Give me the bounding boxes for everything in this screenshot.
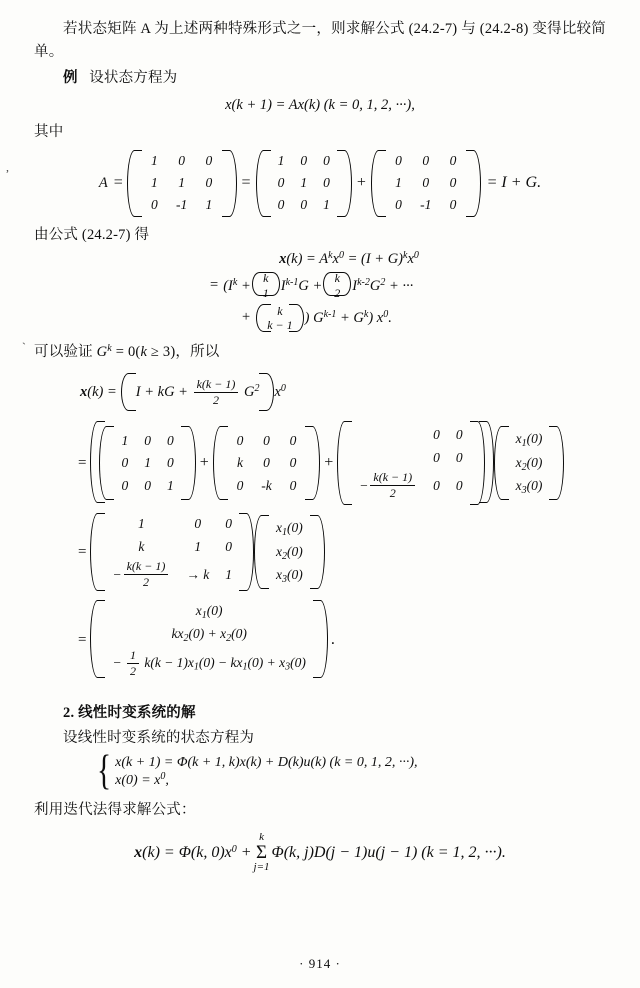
page-number: · 914 · [299,956,341,971]
tv-eq-1: x(k + 1) = Φ(k + 1, k)x(k) + D(k)u(k) (k = 0, 1, 2, ···), [115,754,418,770]
section-2-heading [34,702,606,725]
verify-line: 可以验证 $G^k = 0(k \ge 3)$，所以 [34,342,220,360]
matrix-A-first: 1 0 0 1 1 0 0 -1 1 [127,149,237,218]
example-text: 设状态方程为 [89,69,178,86]
example-label: 例 [63,69,78,86]
matrix-sum-identity: 1 0 0 0 1 0 0 0 1 [99,425,195,501]
section-2-number: 2. [63,704,75,721]
matrix-G: 0 0 0 1 0 0 0 -1 0 [371,149,481,218]
matrix-sum-G2: 0 0 0 0 − $\frac{k(k - 1)}{2}$ 0 0 [337,420,484,506]
equation-state-text: x(k + 1) = Ax(k) (k = 0, 1, 2, ···), [225,97,415,114]
matrix-equation-A: A = 1 0 0 1 1 0 0 -1 1 = 1 0 0 0 1 0 0 0 1 + 0 0 0 1 0 0 0 -1 0 = I + G. [34,149,606,218]
tv-eq-2: $x(0) = x^0$, [115,770,169,788]
matrix-combined-line: = 1 0 0 k 1 0 − $\frac{k(k - 1)}{2}$ → k 1 $x_1(0)$ $x_2(0)$ $x_3(0)$ [78,512,606,592]
matrix-sum-kG: 0 0 0 k 0 0 0 -k 0 [213,425,321,501]
summation-icon: k Σ j=1 [253,831,270,873]
equation-tv-solution: x (k) = Φ(k, $0)x^0$ + k Σ j=1 Φ(k, j)D(j − 1)u(j − 1) (k = 1, 2, ···). [134,831,506,873]
by-formula-label: 由公式 (24.2-7) 得 [34,226,150,243]
matrix-final-line: = $x_1(0)$ $kx_2(0) + x_2(0)$ − $\frac{1}{2}$ $k(k - 1)x_1(0) - kx_1(0) + x_3(0)$ . [78,599,606,682]
equation-tv-system [94,747,606,794]
paragraph-intro: 若状态矩阵 A 为上述两种特殊形式之一，则求解公式 (24.2-7) 与 (24.2-8) 变得比较简单。 [34,21,606,61]
margin-mark-2: ` [22,340,26,354]
xk-line-3: + k k − 1 ) $G^{k-1} + G^k$) $x^0$. [242,303,392,332]
xk-line-2: = ($I^k$ + k 1 $I^{k-1}G$ + k 2 $I^{k-2}G^2$ + ··· [210,271,414,300]
matrix-A-label: A [98,174,108,191]
matrix-A-result: = I + G. [486,174,542,192]
matrix-identity: 1 0 0 0 1 0 0 0 1 [256,149,352,218]
matrix-combined: 1 0 0 k 1 0 − $\frac{k(k - 1)}{2}$ → k 1 [90,512,254,592]
iteration-lead: 利用迭代法得求解公式： [34,801,196,818]
section-2-title: 线性时变系统的解 [78,704,196,721]
qizhong-label: 其中 [34,124,64,141]
matrix-sum-line: = 1 0 0 0 1 0 0 0 1 + 0 0 0 k 0 0 0 -k 0 + 0 0 0 0 − $\frac{k(k - 1)}{2}$ 0 0 $x_1(0)$ $x_2(0)$ $x_3(0)$ [78,420,606,506]
example-line [34,67,606,90]
section-2-lead: 设线性时变系统的状态方程为 [63,730,255,747]
xk-closed-form: x (k) = I + kG + $\frac{k(k - 1)}{2}$ $G^2$ $x^0$ [80,372,606,412]
vector-final: $x_1(0)$ $kx_2(0) + x_2(0)$ − $\frac{1}{2}$ $k(k - 1)x_1(0) - kx_1(0) + x_3(0)$ [90,599,327,682]
equation-state [34,97,606,114]
xk-line-1: $x(k) = A^kx^0 = (I + G)^kx^0$ [279,250,419,268]
equation-xk-expansion [92,250,606,333]
brace-icon: { [97,747,112,794]
margin-mark: , [6,160,9,174]
vector-x0-2: $x_1(0)$ $x_2(0)$ $x_3(0)$ [254,514,325,590]
vector-x0: $x_1(0)$ $x_2(0)$ $x_3(0)$ [494,425,565,501]
